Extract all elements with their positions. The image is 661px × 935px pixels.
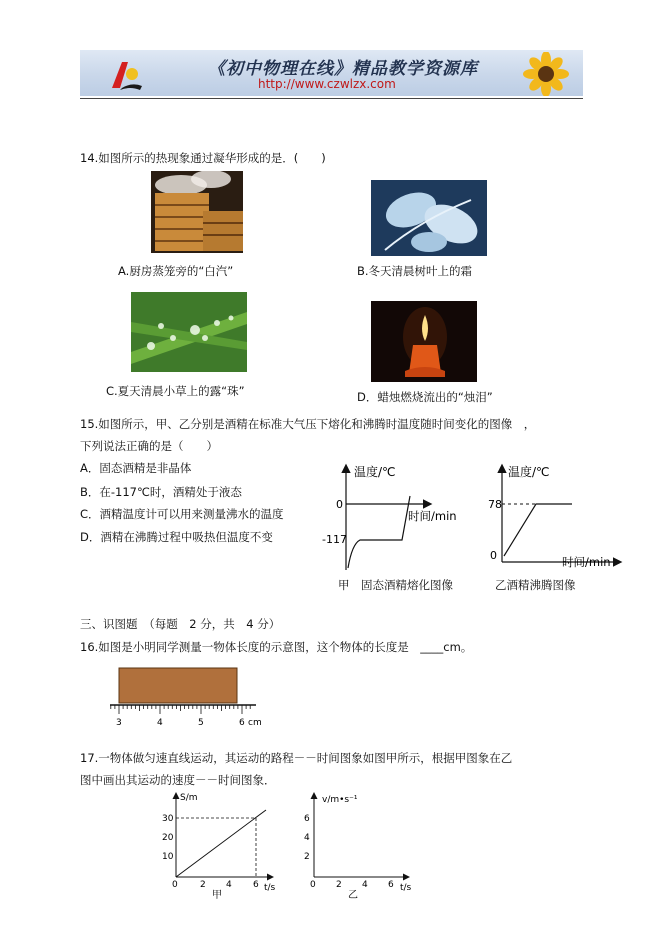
measured-block: [119, 668, 237, 703]
st-ytick-20: 20: [162, 833, 174, 843]
melting-xlabel: 时间/min: [408, 509, 457, 523]
q15-option-b: B．在-117℃时，酒精处于液态: [80, 485, 242, 499]
steamer-image: [151, 171, 243, 253]
q16-stem: 16.如图是小明同学测量一物体长度的示意图，这个物体的长度是 ____cm。: [80, 640, 473, 654]
q17-stem-line1: 17.一物体做匀速直线运动，其运动的路程－－时间图象如图甲所示，根据甲图象在乙: [80, 751, 513, 765]
melting-ylabel: 温度/℃: [354, 465, 396, 479]
q17-stem-line2: 图中画出其运动的速度－－时间图象．: [80, 773, 276, 787]
q14-stem: 14.如图所示的热现象通过凝华形成的是．( ): [80, 151, 326, 165]
logo-icon: [106, 56, 146, 92]
boiling-caption: 乙酒精沸腾图像: [495, 578, 576, 592]
st-caption: 甲: [212, 890, 222, 900]
vt-xlabel: t/s: [400, 883, 412, 893]
st-graph: [150, 790, 290, 900]
header-rule: [80, 98, 583, 99]
frost-leaves-image: [371, 180, 487, 256]
vt-xtick-4: 4: [362, 880, 368, 890]
st-origin: 0: [172, 880, 178, 890]
q15-option-a: A．固态酒精是非晶体: [80, 461, 192, 475]
vt-ylabel: v/m•s⁻¹: [322, 795, 358, 805]
melting-graph: [312, 460, 482, 595]
melting-curve: [348, 496, 410, 568]
melting-caption: 甲 固态酒精熔化图像: [338, 578, 453, 592]
boiling-tick-0: 0: [490, 549, 497, 562]
banner-url: http://www.czwlzx.com: [258, 77, 396, 91]
ruler-label-3: 3: [116, 718, 122, 728]
st-ylabel: S/m: [180, 793, 198, 803]
melting-tick-0: 0: [336, 498, 343, 511]
boiling-ylabel: 温度/℃: [508, 465, 550, 479]
st-xlabel: t/s: [264, 883, 276, 893]
st-line: [176, 810, 266, 877]
q14-option-b: B.冬天清晨树叶上的霜: [357, 264, 473, 278]
melting-tick-117: -117: [322, 533, 347, 546]
candle-image: [371, 301, 477, 382]
banner-title: 《初中物理在线》精品教学资源库: [208, 59, 478, 79]
boiling-tick-78: 78: [488, 498, 502, 511]
ruler-label-4: 4: [157, 718, 163, 728]
boiling-xlabel: 时间/min: [562, 555, 611, 569]
vt-graph: [292, 790, 422, 900]
ruler-label-5: 5: [198, 718, 204, 728]
q15-stem-line1: 15.如图所示，甲、乙分别是酒精在标准大气压下熔化和沸腾时温度随时间变化的图像 ，: [80, 417, 536, 431]
section3-title: 三、识图题 （每题 2 分，共 4 分）: [80, 617, 281, 631]
q15-option-c: C．酒精温度计可以用来测量沸水的温度: [80, 507, 284, 521]
boiling-graph: [480, 460, 640, 575]
ruler-unit: cm: [248, 718, 262, 728]
st-ytick-30: 30: [162, 814, 174, 824]
vt-caption: 乙: [348, 890, 358, 900]
vt-ytick-4: 4: [304, 833, 310, 843]
vt-ytick-2: 2: [304, 852, 310, 862]
ruler-label-6: 6: [239, 718, 245, 728]
vt-ytick-6: 6: [304, 814, 310, 824]
vt-xtick-2: 2: [336, 880, 342, 890]
q14-option-a: A.厨房蒸笼旁的“白汽”: [118, 264, 234, 278]
q14-option-d: D．蜡烛燃烧流出的“烛泪”: [357, 390, 493, 404]
vt-origin: 0: [310, 880, 316, 890]
sunflower-icon: [510, 52, 580, 96]
dew-grass-image: [131, 292, 247, 372]
st-xtick-2: 2: [200, 880, 206, 890]
header-banner: [80, 50, 583, 96]
vt-xtick-6: 6: [388, 880, 394, 890]
st-xtick-4: 4: [226, 880, 232, 890]
ruler-diagram: [108, 665, 268, 731]
st-ytick-10: 10: [162, 852, 174, 862]
boiling-curve: [504, 504, 572, 556]
q15-option-d: D．酒精在沸腾过程中吸热但温度不变: [80, 530, 273, 544]
q14-option-c: C.夏天清晨小草上的露“珠”: [106, 384, 245, 398]
q15-stem-line2: 下列说法正确的是（ ）: [80, 439, 218, 453]
st-xtick-6: 6: [253, 880, 259, 890]
